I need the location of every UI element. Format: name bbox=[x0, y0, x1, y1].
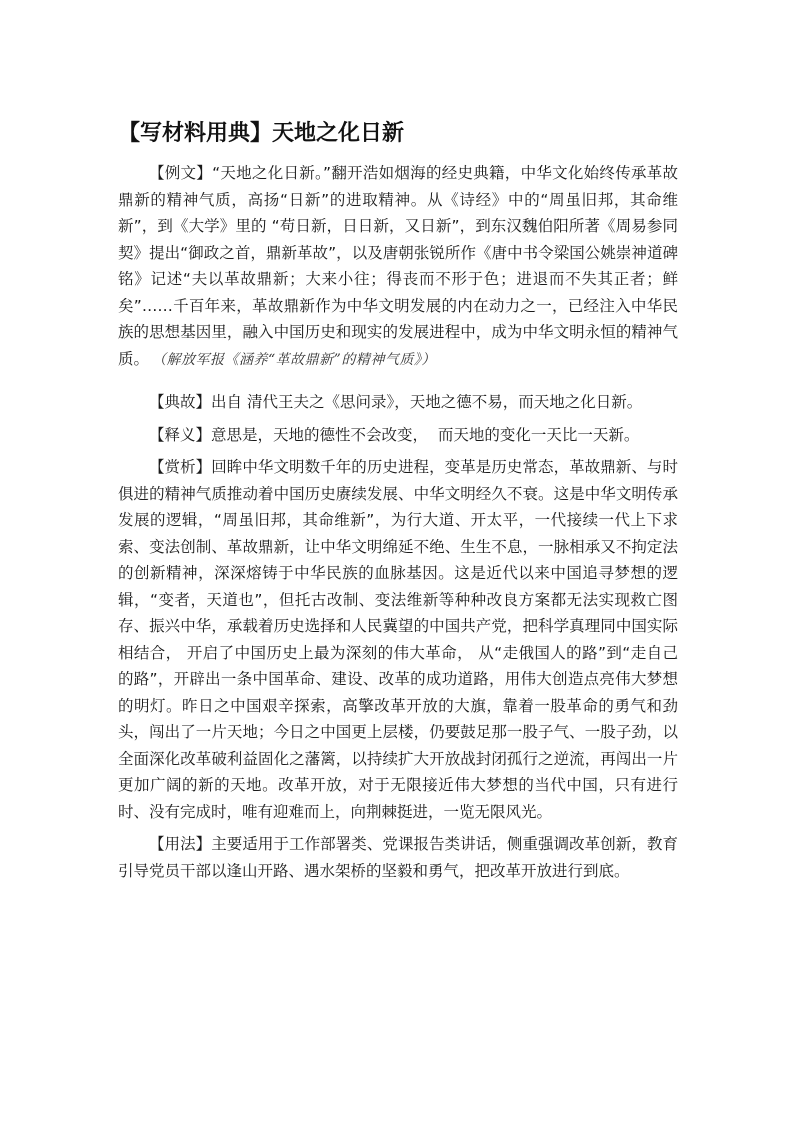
document-body bbox=[118, 118, 678, 884]
allusion-text: 出自 清代王夫之《思问录》，天地之德不易，而天地之化日新。 bbox=[211, 393, 643, 411]
appreciation-text: 回眸中华文明数千年的历史进程，变革是历史常态，革故鼎新、与时俱进的精神气质推动着中国历史赓续发展、中华文明经久不衰。这是中华文明传承发展的逻辑，“周虽旧邦，其命维新”，为行大道、开太平，一代接续一代上下求索、变法创制、革故鼎新，让中华文明绵延不绝、生生不息，一脉相承又不拘定法的创新精神，深深熔铸于中华民族的血脉基因。这是近代以来中国追寻梦想的逻辑，“变者，天道也”，但托古改制、变法维新等种种改良方案都无法实现救亡图存、振兴中华，承载着历史选择和人民冀望的中国共产党，把科学真理同中国实际相结合， 开启了中国历史上最为深刻的伟大革命， 从“走俄国人的路”到“走自己的路”，开辟出一条中国革命、建设、改革的成功道路，用伟大创造点亮伟大梦想的明灯。昨日之中国艰辛探索，高擎改革开放的大旗，靠着一股革命的勇气和劲头，闯出了一片天地；今日之中国更上层楼，仍要鼓足那一股子气、一股子劲，以全面深化改革破利益固化之藩篱，以持续扩大开放战封闭孤行之逆流，再闯出一片更加广阔的新的天地。改革开放，对于无限接近伟大梦想的当代中国，只有进行时、没有完成时，唯有迎难而上，向荆棘挺进，一览无限风光。 bbox=[118, 458, 678, 821]
example-paragraph bbox=[118, 160, 678, 373]
document-title: 【写材料用典】天地之化日新 bbox=[118, 121, 405, 146]
allusion-paragraph bbox=[118, 389, 678, 416]
usage-text: 主要适用于工作部署类、党课报告类讲话，侧重强调改革创新，教育引导党员干部以逢山开路、遇水架桥的坚毅和勇气，把改革开放进行到底。 bbox=[118, 835, 678, 880]
usage-paragraph bbox=[118, 831, 678, 884]
meaning-text: 意思是，天地的德性不会改变， 而天地的变化一天比一天新。 bbox=[211, 425, 640, 444]
appreciation-label: 【赏析】 bbox=[149, 458, 212, 476]
meaning-paragraph bbox=[118, 422, 678, 449]
allusion-label: 【典故】 bbox=[149, 393, 212, 411]
usage-label: 【用法】 bbox=[149, 835, 212, 853]
example-label: 【例文】 bbox=[149, 164, 213, 182]
appreciation-paragraph bbox=[118, 454, 678, 825]
meaning-label: 【释义】 bbox=[149, 425, 212, 444]
example-source: （解放军报《涵养“革故鼎新”的精神气质》） bbox=[159, 351, 436, 368]
example-text: “天地之化日新。”翻开浩如烟海的经史典籍，中华文化始终传承革故鼎新的精神气质，高扬“日新”的进取精神。从《诗经》中的“周虽旧邦，其命维新”，到《大学》里的 “苟日新，日日新，又日新”，到东汉魏伯阳所著《周易参同契》提出“御政之首，鼎新革故”，以及唐朝张锐所作《唐中书令梁国公姚崇神道碑铭》记述“夫以革故鼎新；大来小往；得丧而不形于色；进退而不失其正者；鲜矣”……千百年来，革故鼎新作为中华文明发展的内在动力之一，已经注入中华民族的思想基因里，融入中国历史和现实的发展进程中，成为中华文明永恒的精神气质。 bbox=[118, 164, 678, 368]
